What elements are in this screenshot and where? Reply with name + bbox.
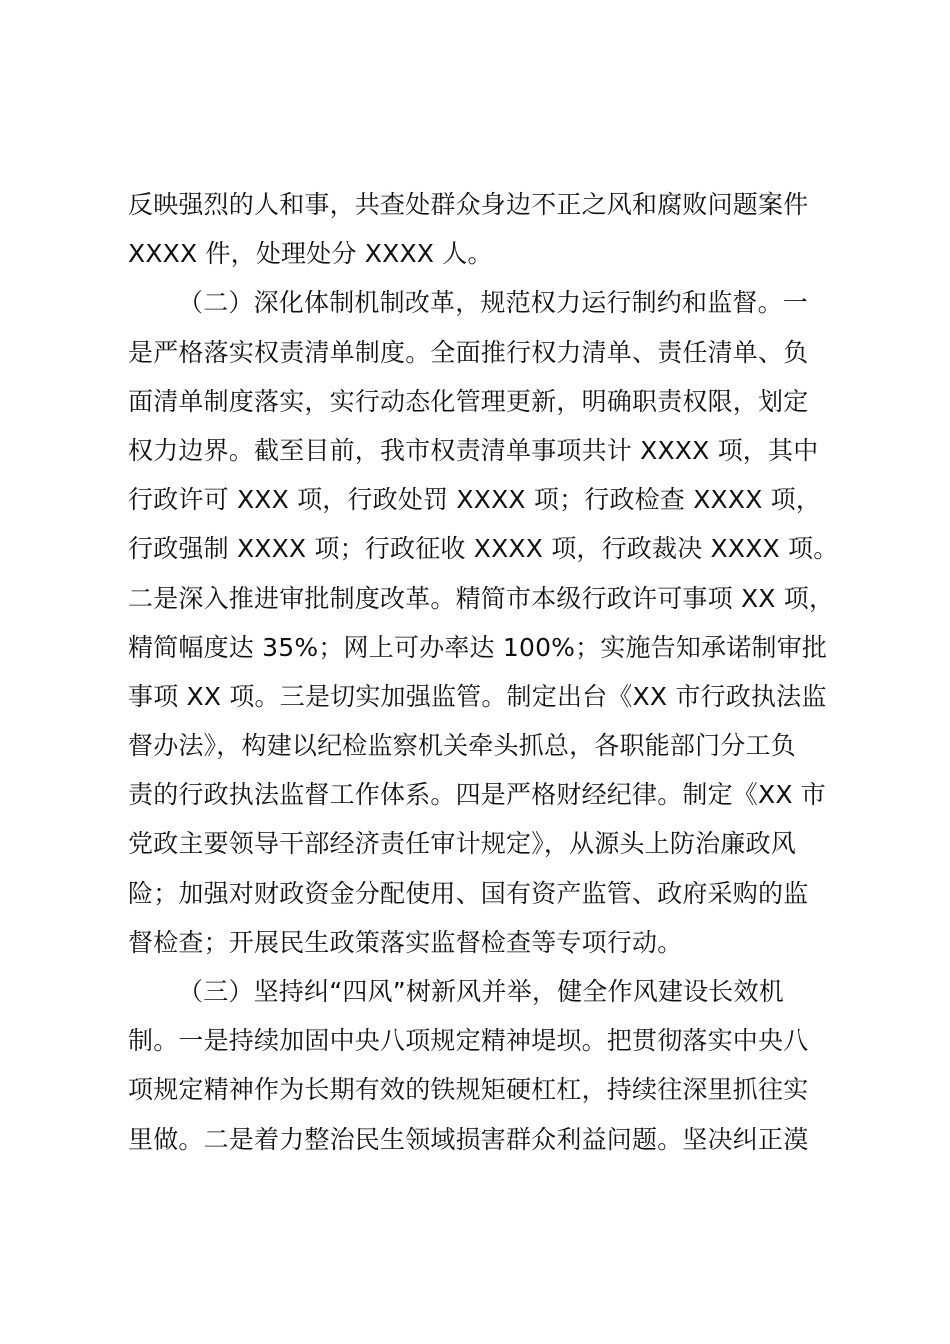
text-line: 督办法》，构建以纪检监察机关牵头抓总，各职能部门分工负	[128, 731, 796, 761]
text-line: 事项 XX 项。三是切实加强监管。制定出台《XX 市行政执法监	[128, 681, 827, 711]
text-line: 权力边界。截至目前，我市权责清单事项共计 XXXX 项，其中	[128, 435, 819, 465]
text-line: 项规定精神作为长期有效的铁规矩硬杠杠，持续往深里抓往实	[128, 1075, 809, 1105]
text-line: 行政许可 XXX 项，行政处罚 XXXX 项；行政检查 XXXX 项，	[128, 485, 822, 515]
section-heading-line: （三）坚持纠“四风”树新风并举，健全作风建设长效机	[178, 977, 784, 1006]
text-line: 党政主要领导干部经济责任审计规定》，从源头上防治廉政风	[128, 829, 796, 859]
document-body	[128, 180, 838, 1164]
text-line: 是严格落实权责清单制度。全面推行权力清单、责任清单、负	[128, 337, 809, 367]
text-line: 二是深入推进审批制度改革。精简市本级行政许可事项 XX 项，	[128, 583, 835, 613]
text-line: 责的行政执法监督工作体系。四是严格财经纪律。制定《XX 市	[128, 780, 827, 810]
text-line: 制。一是持续加固中央八项规定精神堤坝。把贯彻落实中央八	[128, 1026, 809, 1056]
text-line: XXXX 件，处理处分 XXXX 人。	[128, 239, 493, 269]
text-line: 精简幅度达 35%；网上可办率达 100%；实施告知承诺制审批	[128, 632, 828, 662]
text-line: 险；加强对财政资金分配使用、国有资产监管、政府采购的监	[128, 878, 809, 908]
section-heading-line: （二）深化体制机制改革，规范权力运行制约和监督。一	[178, 288, 809, 318]
text-line: 反映强烈的人和事，共查处群众身边不正之风和腐败问题案件	[128, 190, 809, 219]
text-line: 督检查；开展民生政策落实监督检查等专项行动。	[128, 927, 683, 957]
text-line: 行政强制 XXXX 项；行政征收 XXXX 项，行政裁决 XXXX 项。	[128, 534, 838, 564]
text-line: 里做。二是着力整治民生领域损害群众利益问题。坚决纠正漠	[128, 1124, 809, 1154]
text-line: 面清单制度落实，实行动态化管理更新，明确职责权限，划定	[128, 386, 809, 416]
